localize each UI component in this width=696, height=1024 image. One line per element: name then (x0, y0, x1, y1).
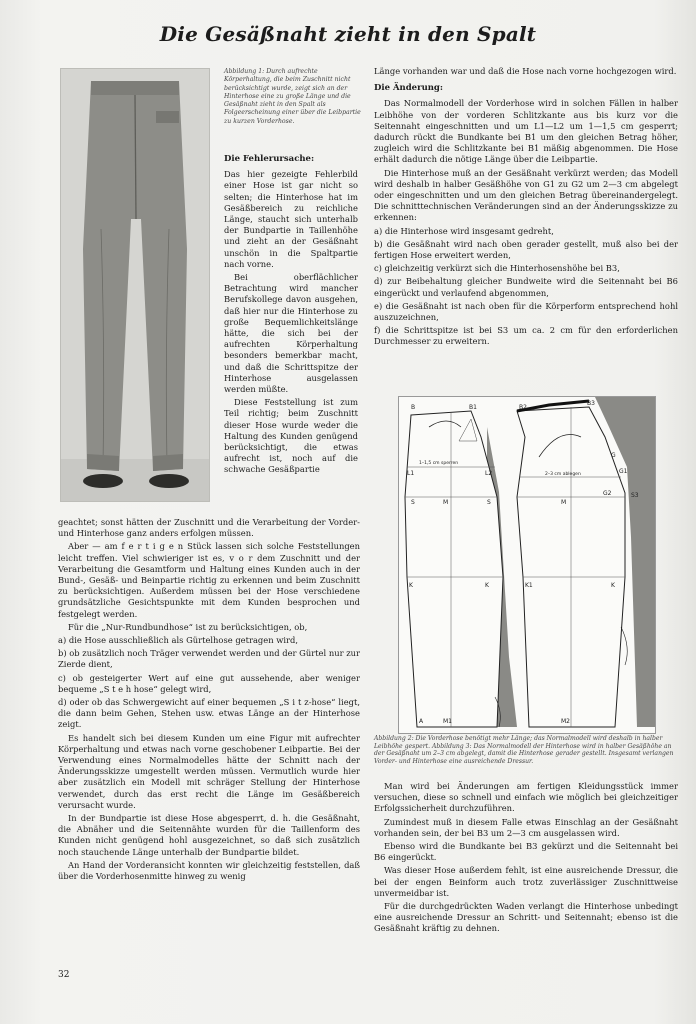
list-item: a) die Hose ausschließlich als Gürtelhose getragen wird, (58, 635, 299, 646)
trousers-photo (60, 68, 210, 502)
heading-aenderung: Die Änderung: (374, 83, 444, 94)
label: K1 (525, 582, 533, 589)
diagram-note-back: 2–3 cm ablegen (545, 472, 581, 477)
list-item: d) zur Beibehaltung gleicher Bundweite wird die Seitennaht bei B6 eingerückt und verlaufend abgenommen, (374, 276, 678, 298)
label: S (487, 499, 491, 506)
diagram-note-front: 1–1,5 cm sperren (419, 461, 459, 466)
paragraph: Aber — am f e r t i g e n Stück lassen sich solche Feststellungen leicht treffen. Viel schwieriger ist es, v o r dem Zuschnitt und der Verarbeitung die Gesamtform und Haltung eines Kunden auch in der Bund-, Gesäß- und Beinpartie richtig zu erkennen und beim Zuschnitt zu berücksichtigen. Außerdem müssen bei der Hose verschiedene grundsätzliche Gesichtspunkte mit dem Kunden besprochen und festgelegt werden. (58, 541, 360, 619)
paragraph: Diese Feststellung ist zum Teil richtig; beim Zuschnitt dieser Hose wurde weder die Haltung des Kunden genügend berücksichtigt, die etwas aufrecht ist, noch auf die schwache Gesäßpartie (224, 397, 358, 475)
label: S3 (631, 492, 639, 499)
paragraph: Bei oberflächlicher Betrachtung wird mancher Berufskollege davon ausgehen, daß hier nur die Hinterhose zu große Bequemlichkeitslänge hätte, die sich bei der aufrechten Körperhaltung besonders bemerkbar macht, und daß die Schrittspitze der Hinterhose ausgelassen werden müßte. (224, 272, 358, 395)
label: B2 (519, 404, 527, 411)
paragraph: geachtet; sonst hätten der Zuschnitt und die Verarbeitung der Vorder- und Hinterhose ganz anders erfolgen müssen. (58, 517, 360, 539)
column-right-bottom (374, 781, 678, 937)
page-title: Die Gesäßnaht zieht in den Spalt (159, 22, 537, 46)
paragraph: Das hier gezeigte Fehlerbild einer Hose ist gar nicht so selten; die Hinterhose hat im Gesäßbereich zu reichliche Länge, staucht sich unterhalb der Bundpartie in Taillenhöhe und zieht an der Gesäßnaht unschön in die Spaltpartie nach vorne. (224, 169, 358, 269)
column-left-bottom (58, 517, 360, 884)
list-item: d) oder ob das Schwergewicht auf einer bequemen „S i t z-hose“ liegt, die dann beim Gehen, Stehen usw. etwas Länge an der Hinterhose zeigt. (58, 697, 360, 730)
paragraph: Das Normalmodell der Vorderhose wird in solchen Fällen in halber Leibhöhe von der vorderen Schlitzkante aus bis kurz vor die Seitennaht eingeschnitten und um L1—L2 um 1—1,5 cm gesperrt; dadurch rückt die Bundkante bei B1 um den gleichen Betrag höher, zugleich wird die Schlitzkante bei B1 mäßig abgenommen. Die Hose erhält dadurch die nötige Länge über die Leibpartie. (374, 98, 678, 165)
label: L2 (485, 470, 493, 477)
list-item: c) ob gesteigerter Wert auf eine gut aussehende, aber weniger bequeme „S t e h hose“ gelegt wird, (58, 672, 360, 694)
figure-2-3-caption: Abbildung 2: Die Vorderhose benötigt mehr Länge; das Normalmodell wird deshalb in halber Leibhöhe gespert. Abbildung 3: Das Normalmodell der Hinterhose wird in halber Gesäßhöhe an der Gesäßnaht um 2–3 cm abgelegt, damit die Hinterhose gerader gestellt. Insgesamt verlangen Vorder- und Hinterhose eine ausreichende Dressur. (374, 735, 674, 765)
paragraph: Man wird bei Änderungen am fertigen Kleidungsstück immer versuchen, diese so schnell und einfach wie möglich bei gleichzeitiger Erfolgssicherheit durchzuführen. (374, 781, 678, 814)
column-right-top (374, 66, 678, 350)
heading-fehlerursache: Die Fehlerursache: (224, 154, 315, 164)
label: G (611, 452, 616, 459)
label: B (411, 404, 416, 411)
paragraph: Zumindest muß in diesem Falle etwas Einschlag an der Gesäßnaht vorhanden sein, der bei B3 um 2—3 cm ausgelassen wird. (374, 816, 678, 838)
label: G2 (603, 490, 612, 497)
paragraph: Die Hinterhose muß an der Gesäßnaht verkürzt werden; das Modell wird deshalb in halber Gesäßhöhe von G1 zu G2 um 2—3 cm abgelegt oder eingeschnitten und um den gleichen Betrag übereinandergelegt. Die schnitttechnischen Veränderungen sind an der Änderungsskizze zu erkennen: (374, 167, 678, 223)
label: K (409, 582, 413, 589)
paragraph: Für die „Nur-Rundbundhose“ ist zu berücksichtigen, ob, (68, 621, 308, 632)
paragraph: Für die durchgedrückten Waden verlangt die Hinterhose unbedingt eine ausreichende Dressur an Schritt- und Seitennaht; ebenso ist die Gesäßnaht kräftig zu dehnen. (374, 901, 678, 934)
paragraph: An Hand der Vorderansicht konnten wir gleichzeitig feststellen, daß über die Vorderhosenmitte hinweg zu wenig (58, 859, 360, 882)
paragraph: Es handelt sich bei diesem Kunden um eine Figur mit aufrechter Körperhaltung und etwas nach vorne geschobener Leibpartie. Bei der Verwendung eines Normalmodelles hätte der Schnitt nach der Änderungsskizze umgestellt werden müssen. Vermutlich wurde hier aber zusätzlich ein Modell mit schräger Stellung der Hinterhose verwendet, durch das erst recht die Länge im Gesäßbereich verursacht wurde. (58, 732, 360, 810)
list-item: c) gleichzeitig verkürzt sich die Hinterhosenshöhe bei B3, (374, 263, 620, 274)
column-fehlerursache (224, 148, 358, 478)
label: B1 (469, 404, 477, 411)
label: B3 (587, 400, 595, 407)
list-item: b) die Gesäßnaht wird nach oben gerader gestellt, muß also bei der fertigen Hose erweitert werden, (374, 238, 678, 261)
page-number: 32 (58, 970, 70, 980)
paragraph: Länge vorhanden war und daß die Hose nach vorne hochgezogen wird. (374, 66, 677, 76)
pattern-diagram (398, 396, 656, 734)
label: S (411, 499, 415, 506)
label: G1 (619, 468, 628, 475)
paragraph: Was dieser Hose außerdem fehlt, ist eine ausreichende Dressur, die bei der engen Beinform auch trotz zuverlässiger Zuschnittweise unvermeidbar ist. (374, 865, 678, 898)
label: L1 (407, 470, 415, 477)
label: K (611, 582, 615, 589)
label: M1 (443, 718, 452, 725)
label: M (561, 499, 567, 506)
paragraph: In der Bundpartie ist diese Hose abgesperrt, d. h. die Gesäßnaht, die Abnäher und die Seitennähte wurden für die Taillenform des Kunden nicht genügend hohl ausgezeichnet, so daß sich zusätzlich noch stauchende Länge unterhalb der Bundpartie bildet. (58, 813, 360, 857)
figure-1-caption: Abbildung 1: Durch aufrechte Körperhaltung, die beim Zuschnitt nicht berücksichtigt wurde, zeigt sich an der Hinterhose eine zu große Länge und die Gesäßnaht zieht in den Spalt als Folgeerscheinung einer über die Leibpartie zu kurzen Vorderhose. (224, 68, 361, 125)
list-item: f) die Schrittspitze ist bei S3 um ca. 2 cm für den erforderlichen Durchmesser zu erweitern. (374, 325, 678, 347)
list-item: a) die Hinterhose wird insgesamt gedreht, (374, 225, 554, 236)
label: A (419, 718, 424, 725)
list-item: e) die Gesäßnaht ist nach oben für die Körperform entsprechend hohl auszuzeichnen, (374, 300, 678, 323)
list-item: b) ob zusätzlich noch Träger verwendet werden und der Gürtel nur zur Zierde dient, (58, 648, 360, 670)
paragraph: Ebenso wird die Bundkante bei B3 gekürzt und die Seitennaht bei B6 eingerückt. (374, 841, 678, 863)
label: M2 (561, 718, 570, 725)
label: K (485, 582, 489, 589)
label: M (443, 499, 449, 506)
